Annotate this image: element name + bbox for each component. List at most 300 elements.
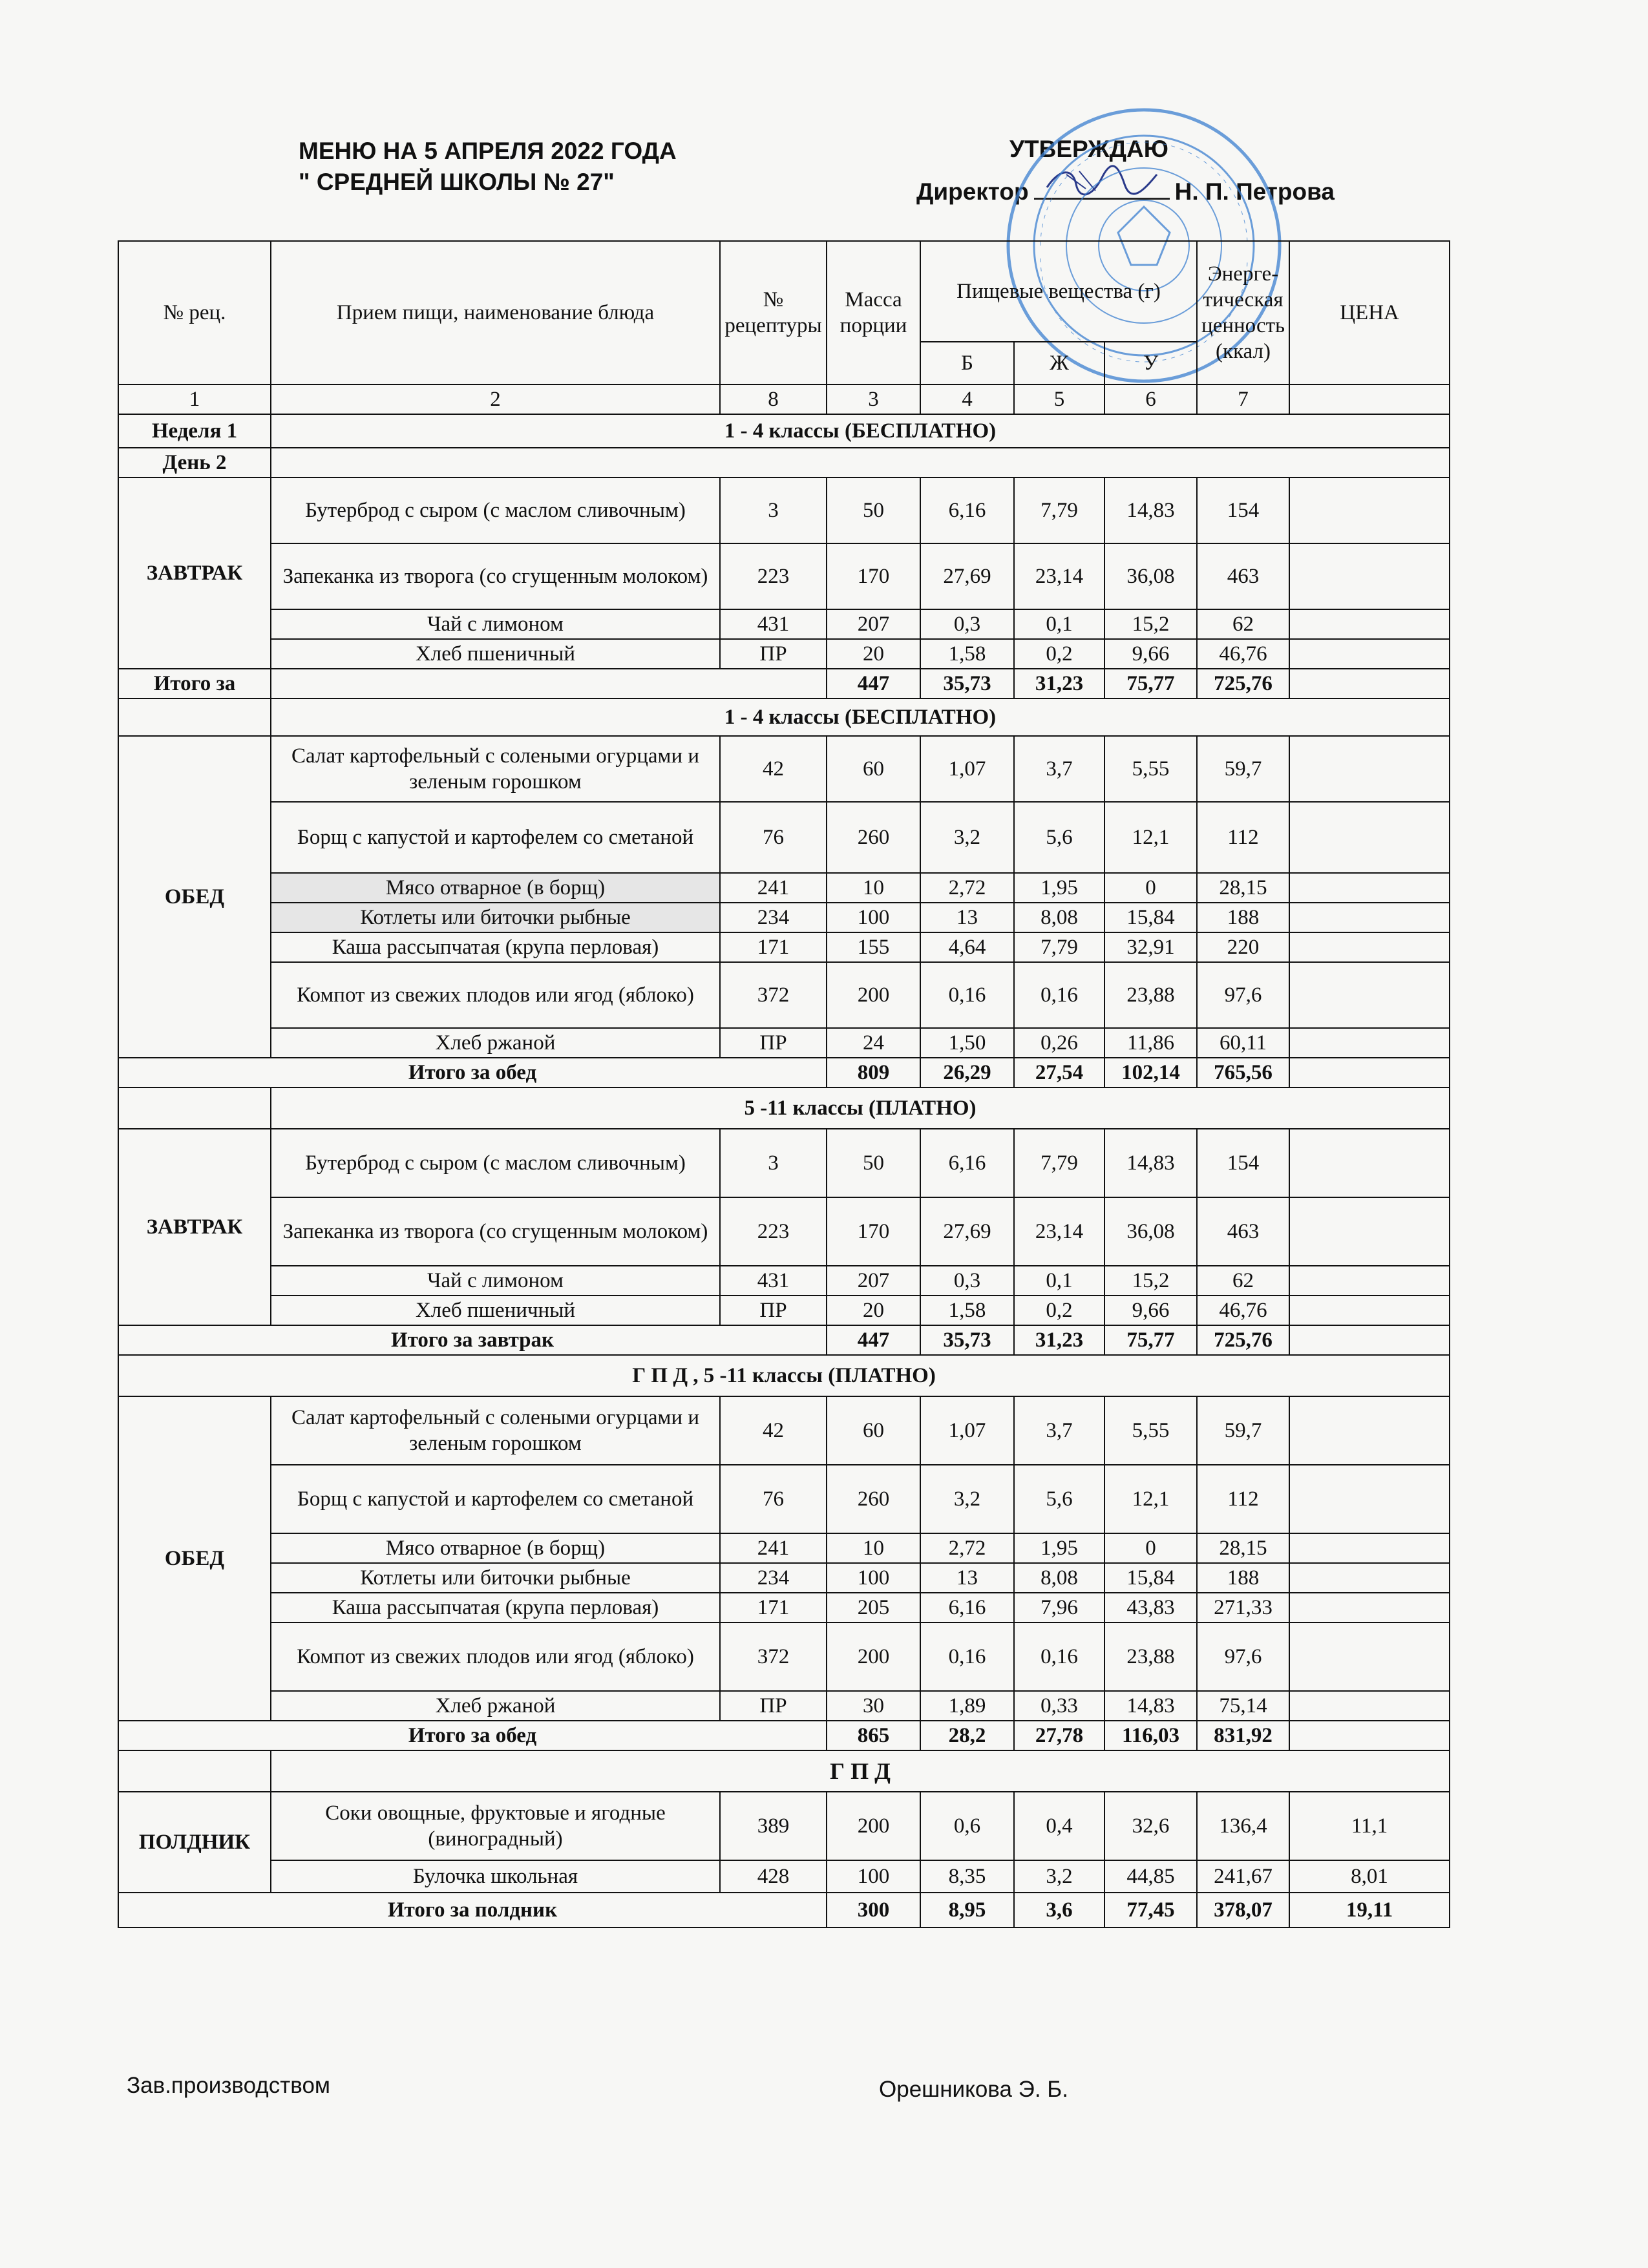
total-fat: 27,78	[1014, 1721, 1104, 1750]
dish-name: Мясо отварное (в борщ)	[271, 1533, 720, 1563]
total-carbs: 75,77	[1104, 1325, 1197, 1355]
total-row	[118, 1721, 1450, 1750]
col-num: 6	[1104, 384, 1197, 414]
energy: 62	[1197, 1266, 1289, 1296]
total-label: Итого за завтрак	[118, 1325, 827, 1355]
portion-mass: 100	[827, 1563, 920, 1593]
energy: 59,7	[1197, 736, 1289, 802]
director-name: Н. П. Петрова	[1174, 178, 1335, 205]
dish-name: Бутерброд с сыром (с маслом сливочным)	[271, 478, 720, 543]
price	[1289, 1028, 1450, 1058]
carbs: 0	[1104, 873, 1197, 903]
day-blank	[271, 448, 1450, 478]
carbs: 32,6	[1104, 1792, 1197, 1860]
recipe-number: 431	[720, 609, 827, 639]
table-row	[118, 1028, 1450, 1058]
table-row	[118, 962, 1450, 1028]
director-label: Директор	[916, 178, 1029, 205]
protein: 27,69	[920, 543, 1014, 609]
table-row	[118, 1860, 1450, 1893]
price	[1289, 1691, 1450, 1721]
dish-name: Чай с лимоном	[271, 609, 720, 639]
price	[1289, 639, 1450, 669]
portion-mass: 260	[827, 802, 920, 873]
recipe-number: 372	[720, 962, 827, 1028]
section-title: 5 -11 классы (ПЛАТНО)	[271, 1087, 1450, 1129]
fat: 0,16	[1014, 962, 1104, 1028]
menu-table	[118, 240, 1450, 1928]
dish-name: Салат картофельный с солеными огурцами и зеленым горошком	[271, 1396, 720, 1465]
price	[1289, 1533, 1450, 1563]
carbs: 9,66	[1104, 639, 1197, 669]
section-row	[118, 1355, 1450, 1396]
protein: 1,07	[920, 1396, 1014, 1465]
dish-name: Борщ с капустой и картофелем со сметаной	[271, 802, 720, 873]
dish-name: Хлеб пшеничный	[271, 639, 720, 669]
price	[1289, 962, 1450, 1028]
price	[1289, 932, 1450, 962]
portion-mass: 170	[827, 543, 920, 609]
fat: 7,79	[1014, 1129, 1104, 1197]
col-num: 1	[118, 384, 271, 414]
fat: 1,95	[1014, 1533, 1104, 1563]
energy: 46,76	[1197, 1296, 1289, 1325]
fat: 5,6	[1014, 1465, 1104, 1533]
total-carbs: 102,14	[1104, 1058, 1197, 1087]
energy: 97,6	[1197, 962, 1289, 1028]
recipe-number: 223	[720, 1197, 827, 1266]
fat: 3,7	[1014, 1396, 1104, 1465]
energy: 28,15	[1197, 1533, 1289, 1563]
col-num: 7	[1197, 384, 1289, 414]
section-blank	[118, 698, 271, 736]
total-price	[1289, 1325, 1450, 1355]
fat: 0,2	[1014, 1296, 1104, 1325]
carbs: 5,55	[1104, 1396, 1197, 1465]
total-label: Итого за полдник	[118, 1893, 827, 1927]
price	[1289, 1197, 1450, 1266]
recipe-number: 372	[720, 1622, 827, 1691]
approve-label: УТВЕРЖДАЮ	[1009, 136, 1168, 162]
col-num: 2	[271, 384, 720, 414]
header-row	[118, 241, 1450, 342]
portion-mass: 20	[827, 639, 920, 669]
total-fat: 31,23	[1014, 1325, 1104, 1355]
table-row	[118, 1296, 1450, 1325]
portion-mass: 200	[827, 962, 920, 1028]
energy: 463	[1197, 543, 1289, 609]
table-row	[118, 1622, 1450, 1691]
recipe-number: 3	[720, 478, 827, 543]
fat: 8,08	[1014, 903, 1104, 932]
carbs: 15,2	[1104, 609, 1197, 639]
dish-name: Мясо отварное (в борщ)	[271, 873, 720, 903]
energy: 241,67	[1197, 1860, 1289, 1893]
fat: 0,26	[1014, 1028, 1104, 1058]
portion-mass: 170	[827, 1197, 920, 1266]
meal-label: ОБЕД	[118, 736, 271, 1058]
total-energy: 378,07	[1197, 1893, 1289, 1927]
fat: 3,7	[1014, 736, 1104, 802]
energy: 220	[1197, 932, 1289, 962]
carbs: 15,84	[1104, 1563, 1197, 1593]
table-row	[118, 639, 1450, 669]
protein: 0,6	[920, 1792, 1014, 1860]
energy: 28,15	[1197, 873, 1289, 903]
protein: 27,69	[920, 1197, 1014, 1266]
dish-name: Компот из свежих плодов или ягод (яблоко)	[271, 962, 720, 1028]
meal-label: ЗАВТРАК	[118, 478, 271, 669]
table-row	[118, 736, 1450, 802]
price	[1289, 903, 1450, 932]
table-row	[118, 1465, 1450, 1533]
price: 8,01	[1289, 1860, 1450, 1893]
portion-mass: 60	[827, 736, 920, 802]
total-carbs: 116,03	[1104, 1721, 1197, 1750]
energy: 75,14	[1197, 1691, 1289, 1721]
total-fat: 27,54	[1014, 1058, 1104, 1087]
week-label: Неделя 1	[118, 414, 271, 448]
recipe-number: 171	[720, 1593, 827, 1622]
protein: 4,64	[920, 932, 1014, 962]
fat: 7,79	[1014, 478, 1104, 543]
dish-name: Котлеты или биточки рыбные	[271, 903, 720, 932]
col-header-price: ЦЕНА	[1289, 241, 1450, 384]
dish-name: Хлеб ржаной	[271, 1691, 720, 1721]
protein: 1,07	[920, 736, 1014, 802]
table-row	[118, 802, 1450, 873]
carbs: 36,08	[1104, 543, 1197, 609]
dish-name: Компот из свежих плодов или ягод (яблоко)	[271, 1622, 720, 1691]
energy: 112	[1197, 802, 1289, 873]
section-row	[118, 698, 1450, 736]
fat: 8,08	[1014, 1563, 1104, 1593]
table-row	[118, 478, 1450, 543]
col-header-recipe: № рецептуры	[720, 241, 827, 384]
energy: 46,76	[1197, 639, 1289, 669]
recipe-number: 42	[720, 736, 827, 802]
protein: 1,50	[920, 1028, 1014, 1058]
energy: 62	[1197, 609, 1289, 639]
director-signature-block	[916, 178, 1335, 205]
day-row	[118, 448, 1450, 478]
price	[1289, 1465, 1450, 1533]
recipe-number: 76	[720, 802, 827, 873]
fat: 0,33	[1014, 1691, 1104, 1721]
portion-mass: 10	[827, 1533, 920, 1563]
total-row	[118, 1058, 1450, 1087]
fat: 23,14	[1014, 543, 1104, 609]
col-num: 8	[720, 384, 827, 414]
total-blank	[271, 669, 827, 698]
fat: 7,96	[1014, 1593, 1104, 1622]
table-row	[118, 609, 1450, 639]
menu-title	[299, 136, 677, 198]
total-row	[118, 1893, 1450, 1927]
price	[1289, 802, 1450, 873]
col-num: 3	[827, 384, 920, 414]
dish-name: Салат картофельный с солеными огурцами и зеленым горошком	[271, 736, 720, 802]
carbs: 23,88	[1104, 962, 1197, 1028]
portion-mass: 30	[827, 1691, 920, 1721]
col-header-nutrients: Пищевые вещества (г)	[920, 241, 1197, 342]
column-numbers-row	[118, 384, 1450, 414]
price	[1289, 478, 1450, 543]
total-energy: 725,76	[1197, 669, 1289, 698]
dish-name: Борщ с капустой и картофелем со сметаной	[271, 1465, 720, 1533]
energy: 271,33	[1197, 1593, 1289, 1622]
footer-position: Зав.производством	[127, 2073, 330, 2098]
recipe-number: 3	[720, 1129, 827, 1197]
protein: 13	[920, 1563, 1014, 1593]
total-mass: 809	[827, 1058, 920, 1087]
price	[1289, 1266, 1450, 1296]
protein: 2,72	[920, 873, 1014, 903]
carbs: 32,91	[1104, 932, 1197, 962]
menu-title-line1: МЕНЮ НА 5 АПРЕЛЯ 2022 ГОДА	[299, 138, 677, 164]
recipe-number: ПР	[720, 1296, 827, 1325]
price	[1289, 1563, 1450, 1593]
menu-title-line2: " СРЕДНЕЙ ШКОЛЫ № 27"	[299, 169, 615, 195]
portion-mass: 100	[827, 1860, 920, 1893]
table-row	[118, 1129, 1450, 1197]
total-fat: 31,23	[1014, 669, 1104, 698]
table-row	[118, 1691, 1450, 1721]
energy: 154	[1197, 1129, 1289, 1197]
total-energy: 765,56	[1197, 1058, 1289, 1087]
total-energy: 725,76	[1197, 1325, 1289, 1355]
section-title: Г П Д	[271, 1750, 1450, 1792]
section-title: 1 - 4 классы (БЕСПЛАТНО)	[271, 414, 1450, 448]
fat: 0,4	[1014, 1792, 1104, 1860]
col-header-rec: № рец.	[118, 241, 271, 384]
carbs: 43,83	[1104, 1593, 1197, 1622]
recipe-number: 76	[720, 1465, 827, 1533]
table-row	[118, 1792, 1450, 1860]
dish-name: Бутерброд с сыром (с маслом сливочным)	[271, 1129, 720, 1197]
col-header-meal: Прием пищи, наименование блюда	[271, 241, 720, 384]
recipe-number: 241	[720, 1533, 827, 1563]
table-row	[118, 873, 1450, 903]
energy: 97,6	[1197, 1622, 1289, 1691]
portion-mass: 100	[827, 903, 920, 932]
recipe-number: 42	[720, 1396, 827, 1465]
total-energy: 831,92	[1197, 1721, 1289, 1750]
protein: 0,16	[920, 962, 1014, 1028]
price	[1289, 873, 1450, 903]
portion-mass: 24	[827, 1028, 920, 1058]
energy: 154	[1197, 478, 1289, 543]
fat: 1,95	[1014, 873, 1104, 903]
fat: 0,16	[1014, 1622, 1104, 1691]
total-price: 19,11	[1289, 1893, 1450, 1927]
total-mass: 447	[827, 1325, 920, 1355]
portion-mass: 260	[827, 1465, 920, 1533]
protein: 13	[920, 903, 1014, 932]
day-label: День 2	[118, 448, 271, 478]
protein: 8,35	[920, 1860, 1014, 1893]
portion-mass: 155	[827, 932, 920, 962]
fat: 5,6	[1014, 802, 1104, 873]
col-header-energy: Энерге-тическая ценность (ккал)	[1197, 241, 1289, 384]
carbs: 14,83	[1104, 1691, 1197, 1721]
protein: 1,89	[920, 1691, 1014, 1721]
total-protein: 35,73	[920, 1325, 1014, 1355]
recipe-number: 428	[720, 1860, 827, 1893]
recipe-number: 171	[720, 932, 827, 962]
total-mass: 447	[827, 669, 920, 698]
price	[1289, 1622, 1450, 1691]
carbs: 15,84	[1104, 903, 1197, 932]
price	[1289, 1396, 1450, 1465]
total-mass: 300	[827, 1893, 920, 1927]
dish-name: Чай с лимоном	[271, 1266, 720, 1296]
col-header-u: У	[1104, 342, 1197, 384]
carbs: 23,88	[1104, 1622, 1197, 1691]
carbs: 0	[1104, 1533, 1197, 1563]
dish-name: Хлеб пшеничный	[271, 1296, 720, 1325]
portion-mass: 60	[827, 1396, 920, 1465]
dish-name: Соки овощные, фруктовые и ягодные (виноградный)	[271, 1792, 720, 1860]
total-fat: 3,6	[1014, 1893, 1104, 1927]
portion-mass: 207	[827, 1266, 920, 1296]
carbs: 12,1	[1104, 802, 1197, 873]
portion-mass: 50	[827, 1129, 920, 1197]
dish-name: Хлеб ржаной	[271, 1028, 720, 1058]
table-row	[118, 1593, 1450, 1622]
table-row	[118, 1197, 1450, 1266]
portion-mass: 50	[827, 478, 920, 543]
fat: 0,1	[1014, 1266, 1104, 1296]
protein: 0,3	[920, 1266, 1014, 1296]
footer-name: Орешникова Э. Б.	[879, 2077, 1068, 2102]
col-num	[1289, 384, 1450, 414]
section-row	[118, 1087, 1450, 1129]
protein: 2,72	[920, 1533, 1014, 1563]
fat: 23,14	[1014, 1197, 1104, 1266]
recipe-number: 234	[720, 903, 827, 932]
table-row	[118, 932, 1450, 962]
signature-line	[1034, 178, 1170, 200]
carbs: 5,55	[1104, 736, 1197, 802]
dish-name: Каша рассыпчатая (крупа перловая)	[271, 1593, 720, 1622]
total-carbs: 75,77	[1104, 669, 1197, 698]
total-protein: 8,95	[920, 1893, 1014, 1927]
portion-mass: 205	[827, 1593, 920, 1622]
carbs: 12,1	[1104, 1465, 1197, 1533]
portion-mass: 200	[827, 1792, 920, 1860]
total-label: Итого за	[118, 669, 271, 698]
recipe-number: 389	[720, 1792, 827, 1860]
energy: 463	[1197, 1197, 1289, 1266]
protein: 0,3	[920, 609, 1014, 639]
col-header-mass: Масса порции	[827, 241, 920, 384]
price	[1289, 543, 1450, 609]
recipe-number: 223	[720, 543, 827, 609]
col-num: 5	[1014, 384, 1104, 414]
portion-mass: 200	[827, 1622, 920, 1691]
protein: 3,2	[920, 802, 1014, 873]
dish-name: Запеканка из творога (со сгущенным молоком)	[271, 543, 720, 609]
table-row	[118, 1563, 1450, 1593]
protein: 1,58	[920, 1296, 1014, 1325]
price	[1289, 609, 1450, 639]
total-label: Итого за обед	[118, 1058, 827, 1087]
energy: 60,11	[1197, 1028, 1289, 1058]
portion-mass: 207	[827, 609, 920, 639]
section-title: Г П Д , 5 -11 классы (ПЛАТНО)	[118, 1355, 1450, 1396]
recipe-number: ПР	[720, 1028, 827, 1058]
total-price	[1289, 1058, 1450, 1087]
total-price	[1289, 1721, 1450, 1750]
fat: 0,2	[1014, 639, 1104, 669]
energy: 188	[1197, 1563, 1289, 1593]
energy: 136,4	[1197, 1792, 1289, 1860]
meal-label: ПОЛДНИК	[118, 1792, 271, 1893]
recipe-number: 241	[720, 873, 827, 903]
protein: 6,16	[920, 1593, 1014, 1622]
carbs: 44,85	[1104, 1860, 1197, 1893]
portion-mass: 20	[827, 1296, 920, 1325]
dish-name: Котлеты или биточки рыбные	[271, 1563, 720, 1593]
fat: 7,79	[1014, 932, 1104, 962]
recipe-number: 431	[720, 1266, 827, 1296]
total-price	[1289, 669, 1450, 698]
price	[1289, 1129, 1450, 1197]
table-row	[118, 903, 1450, 932]
price	[1289, 736, 1450, 802]
energy: 112	[1197, 1465, 1289, 1533]
fat: 3,2	[1014, 1860, 1104, 1893]
price	[1289, 1296, 1450, 1325]
col-header-zh: Ж	[1014, 342, 1104, 384]
price: 11,1	[1289, 1792, 1450, 1860]
section-row	[118, 1750, 1450, 1792]
portion-mass: 10	[827, 873, 920, 903]
energy: 59,7	[1197, 1396, 1289, 1465]
table-row	[118, 543, 1450, 609]
col-header-b: Б	[920, 342, 1014, 384]
protein: 1,58	[920, 639, 1014, 669]
protein: 3,2	[920, 1465, 1014, 1533]
total-row	[118, 1325, 1450, 1355]
meal-label: ЗАВТРАК	[118, 1129, 271, 1325]
section-row	[118, 414, 1450, 448]
carbs: 9,66	[1104, 1296, 1197, 1325]
protein: 6,16	[920, 478, 1014, 543]
total-protein: 28,2	[920, 1721, 1014, 1750]
section-blank	[118, 1750, 271, 1792]
carbs: 14,83	[1104, 1129, 1197, 1197]
protein: 6,16	[920, 1129, 1014, 1197]
section-blank	[118, 1087, 271, 1129]
price	[1289, 1593, 1450, 1622]
total-protein: 26,29	[920, 1058, 1014, 1087]
carbs: 15,2	[1104, 1266, 1197, 1296]
total-label: Итого за обед	[118, 1721, 827, 1750]
carbs: 11,86	[1104, 1028, 1197, 1058]
table-row	[118, 1533, 1450, 1563]
protein: 0,16	[920, 1622, 1014, 1691]
recipe-number: ПР	[720, 1691, 827, 1721]
recipe-number: ПР	[720, 639, 827, 669]
dish-name: Булочка школьная	[271, 1860, 720, 1893]
dish-name: Каша рассыпчатая (крупа перловая)	[271, 932, 720, 962]
energy: 188	[1197, 903, 1289, 932]
carbs: 14,83	[1104, 478, 1197, 543]
total-row	[118, 669, 1450, 698]
table-row	[118, 1266, 1450, 1296]
